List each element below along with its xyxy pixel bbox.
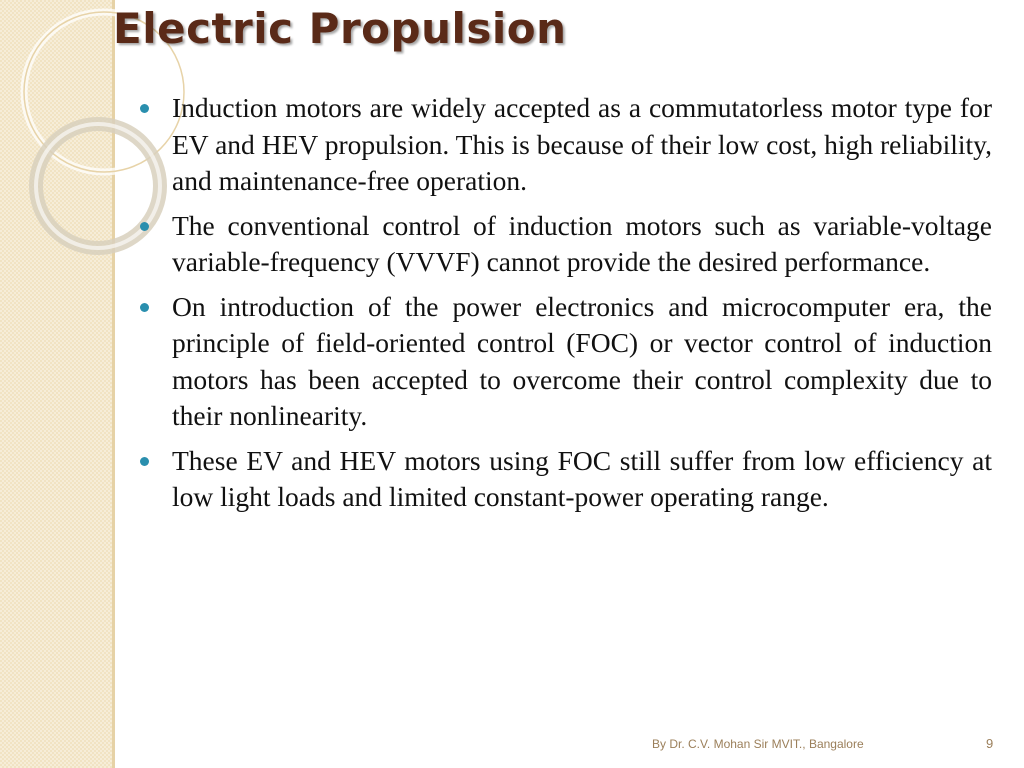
bullet-item: [140, 90, 992, 200]
page-number: 9: [986, 736, 994, 751]
slide-title: Electric Propulsion: [113, 4, 567, 53]
bullet-text: On introduction of the power electronics and microcomputer era, the principle of field-oriented control (FOC) or vector control of induction motors has been accepted to overcome their control complexity due to their nonlinearity.: [172, 290, 992, 431]
bullet-list: [140, 90, 992, 524]
bullet-text: Induction motors are widely accepted as a commutatorless motor type for EV and HEV propulsion. This is because of their low cost, high reliability, and maintenance-free operation.: [172, 92, 992, 196]
bullet-text: The conventional control of induction motors such as variable-voltage variable-frequency (VVVF) cannot provide the desired performance.: [172, 209, 992, 277]
bullet-text: These EV and HEV motors using FOC still suffer from low efficiency at low light loads and limited constant-power operating range.: [172, 444, 992, 512]
bullet-item: [140, 208, 992, 281]
bullet-dot-icon: [140, 104, 149, 113]
bullet-item: [140, 289, 992, 435]
bullet-dot-icon: [140, 222, 149, 231]
footer-credit: By Dr. C.V. Mohan Sir MVIT., Bangalore: [652, 737, 864, 751]
bullet-item: [140, 443, 992, 516]
bullet-dot-icon: [140, 303, 149, 312]
bullet-dot-icon: [140, 457, 149, 466]
